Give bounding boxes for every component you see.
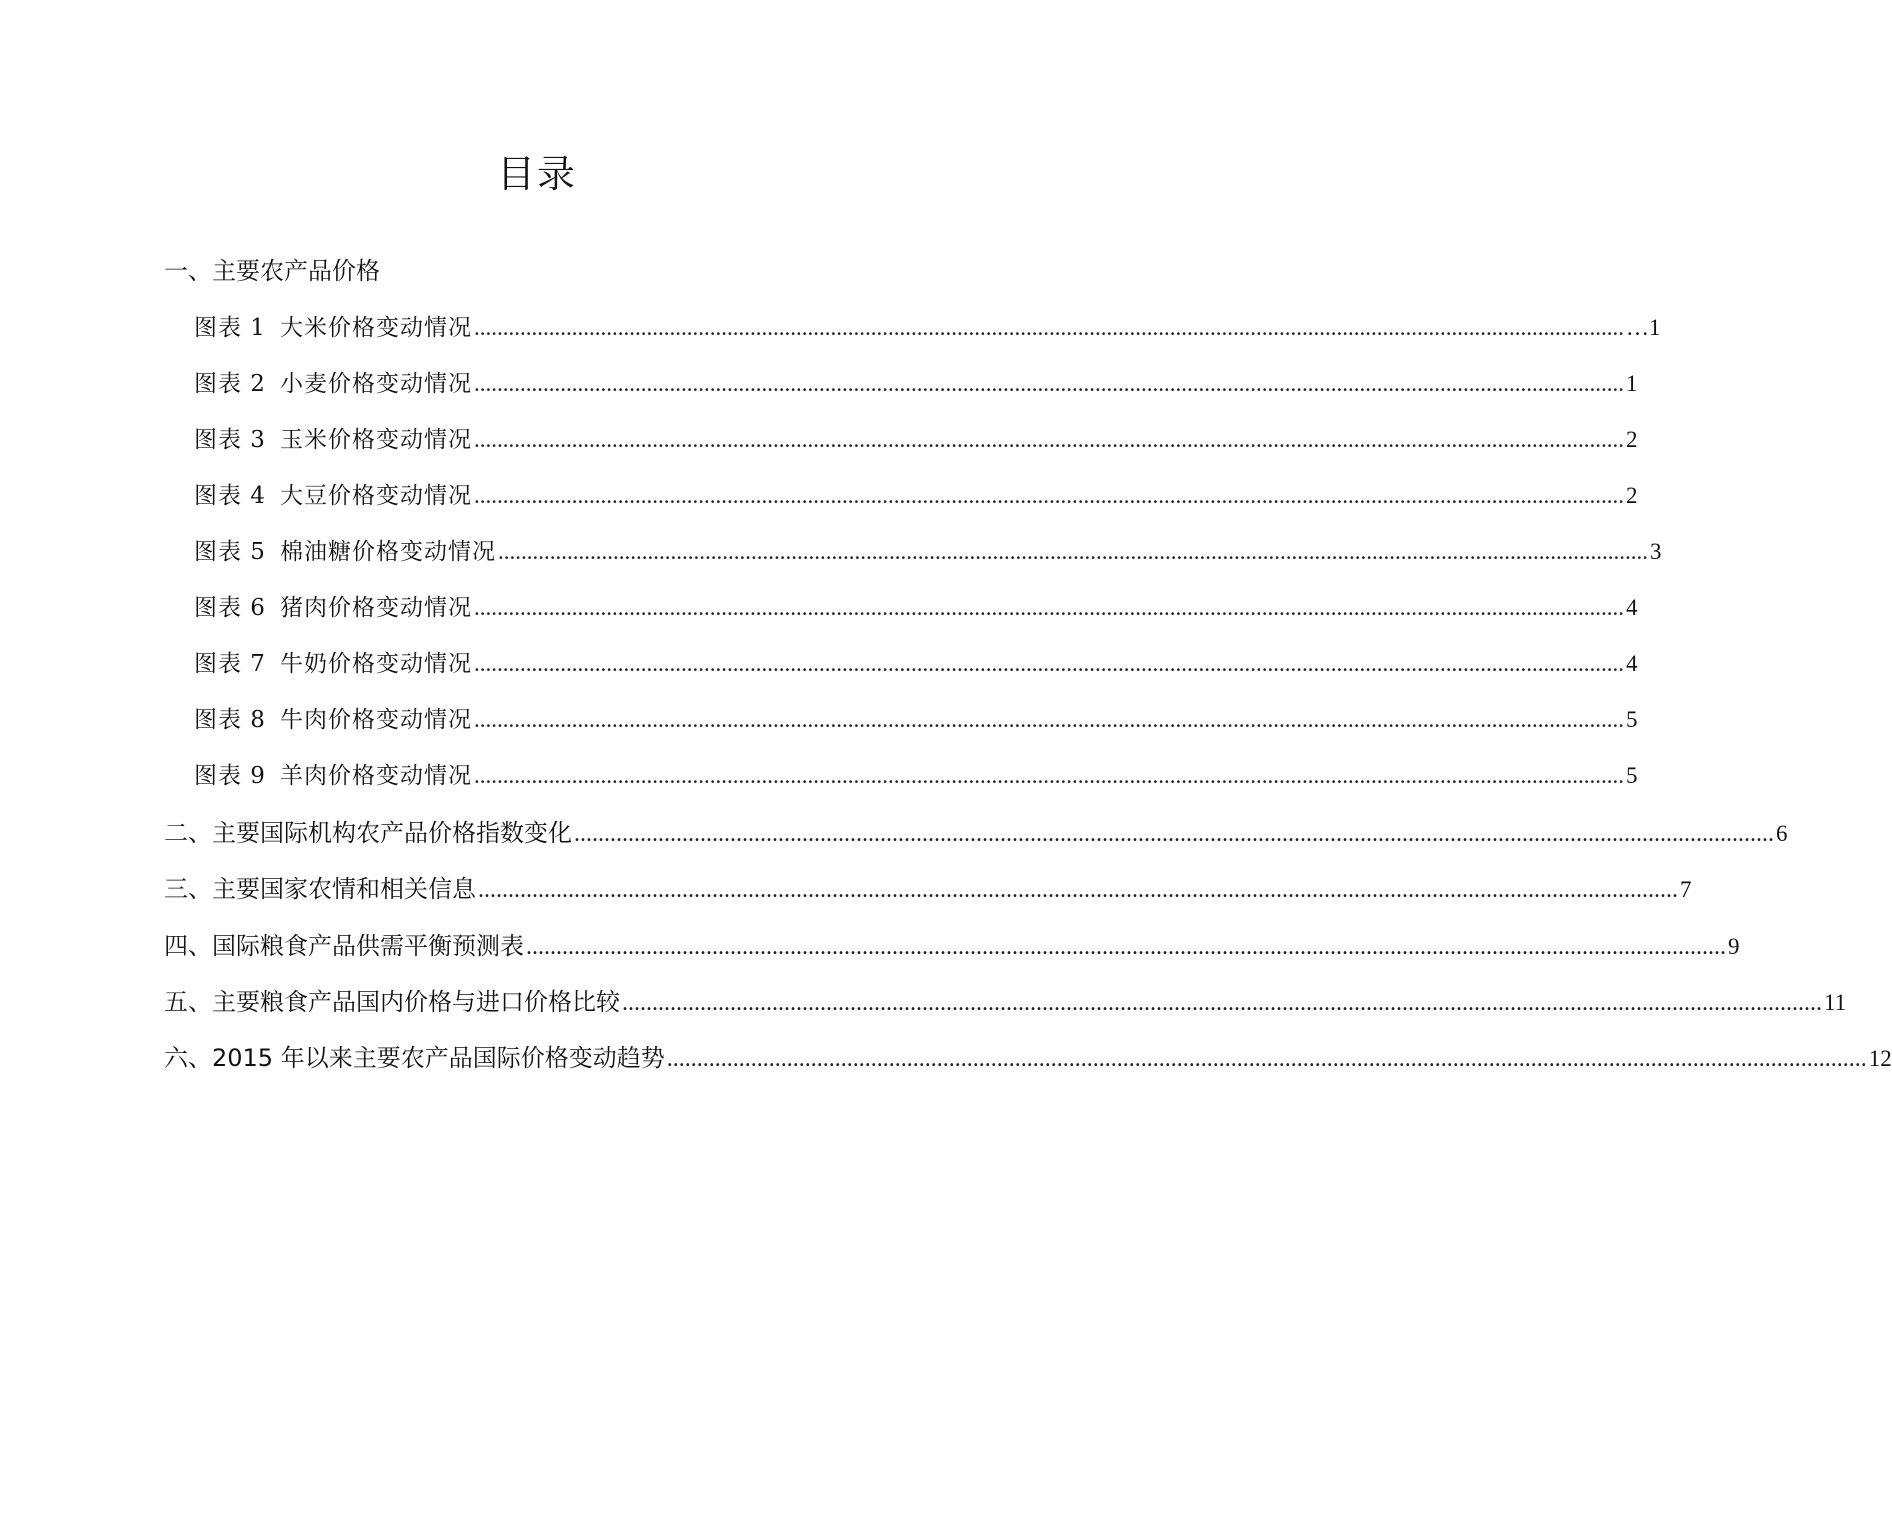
toc-page-number: 4 [1625,595,1638,620]
toc-page-number: 9 [1728,934,1740,959]
toc-dot-leader: ........................................................................................................................................................................................................ [497,539,1648,564]
toc-dot-leader: ........................................................................................................................................................................................................ [666,1046,1867,1072]
toc-dot-leader: ........................................................................................................................................................................................................ [473,595,1624,620]
toc-figure-2[interactable] [194,364,1638,404]
toc-dot-leader: ........................................................................................................................................................................................................ [478,877,1678,903]
toc-figure-title: 大豆价格变动情况 [279,483,472,509]
toc-figure-title: 牛肉价格变动情况 [279,707,472,733]
toc-figure-label: 图表 8 [194,707,266,733]
toc-page-number: …1 [1625,315,1661,340]
toc-dot-leader: ........................................................................................................................................................................................................ [574,821,1774,847]
toc-figure-title: 牛奶价格变动情况 [279,651,472,677]
toc-figure-label: 图表 1 [194,315,266,341]
toc-title: 目录 [496,152,577,196]
toc-page-number: 7 [1680,877,1692,902]
toc-dot-leader: ........................................................................................................................................................................................................ [473,315,1624,340]
toc-dot-leader: ........................................................................................................................................................................................................ [473,483,1624,508]
toc-section-label: 四、国际粮食产品供需平衡预测表 [164,932,524,960]
toc-dot-leader: ........................................................................................................................................................................................................ [473,371,1624,396]
toc-figure-label: 图表 5 [194,539,266,565]
toc-page-number: 5 [1625,707,1638,732]
toc-dot-leader: ........................................................................................................................................................................................................ [473,651,1624,676]
toc-figure-label: 图表 2 [194,371,266,397]
toc-figure-1[interactable] [194,308,1661,348]
toc-section-label: 六、2015 年以来主要农产品国际价格变动趋势 [164,1044,665,1072]
toc-page-number: 2 [1625,483,1638,508]
toc-section-label: 二、主要国际机构农产品价格指数变化 [164,819,572,847]
toc-figure-title: 羊肉价格变动情况 [279,763,472,789]
toc-figure-9[interactable] [194,756,1638,796]
toc-figure-4[interactable] [194,476,1638,516]
toc-figure-title: 小麦价格变动情况 [279,371,472,397]
toc-page-number: 2 [1625,427,1638,452]
toc-page-number: 4 [1625,651,1638,676]
toc-section-4[interactable] [164,926,1740,966]
toc-section-1[interactable] [164,251,913,291]
toc-section-6[interactable] [164,1038,1892,1078]
toc-section-label: 一、主要农产品价格 [164,257,380,285]
toc-figure-label: 图表 6 [194,595,266,621]
toc-dot-leader: ........................................................................................................................................................................................................ [526,934,1726,960]
toc-figure-6[interactable] [194,588,1638,628]
toc-figure-5[interactable] [194,532,1662,572]
toc-section-5[interactable] [164,982,1847,1022]
toc-figure-label: 图表 7 [194,651,266,677]
toc-figure-8[interactable] [194,700,1638,740]
toc-figure-title: 棉油糖价格变动情况 [279,539,496,565]
toc-page-number: 6 [1776,821,1788,846]
toc-figure-label: 图表 3 [194,427,266,453]
toc-page-number: 5 [1625,763,1638,788]
toc-dot-leader: ........................................................................................................................................................................................................ [622,990,1822,1016]
toc-figure-title: 玉米价格变动情况 [279,427,472,453]
toc-section-label: 三、主要国家农情和相关信息 [164,875,476,903]
toc-page-number: 11 [1824,990,1847,1015]
toc-section-2[interactable] [164,813,1788,853]
toc-figure-title: 大米价格变动情况 [279,315,472,341]
toc-section-label: 五、主要粮食产品国内价格与进口价格比较 [164,988,620,1016]
toc-section-3[interactable] [164,869,1692,909]
toc-figure-7[interactable] [194,644,1638,684]
toc-page-number: 12 [1868,1046,1892,1071]
toc-dot-leader: ........................................................................................................................................................................................................ [473,763,1624,788]
toc-dot-leader: ........................................................................................................................................................................................................ [473,707,1624,732]
toc-figure-label: 图表 9 [194,763,266,789]
toc-page-number: 1 [1625,371,1638,396]
toc-page-number: 3 [1649,539,1662,564]
toc-figure-label: 图表 4 [194,483,266,509]
toc-figure-title: 猪肉价格变动情况 [279,595,472,621]
toc-figure-3[interactable] [194,420,1638,460]
toc-dot-leader: ........................................................................................................................................................................................................ [473,427,1624,452]
